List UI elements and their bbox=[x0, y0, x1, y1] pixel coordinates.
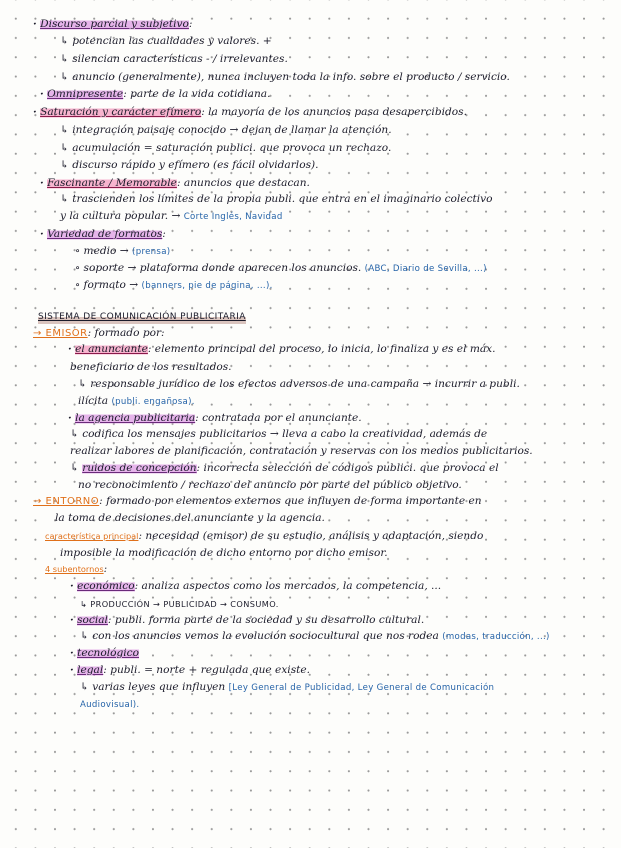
line-text: ∘ formato → bbox=[75, 279, 142, 291]
term-social: social bbox=[77, 614, 108, 626]
bullet-dot: · bbox=[40, 88, 44, 100]
note-line-soporte bbox=[75, 262, 487, 276]
line-rest: : publi. = norte + regulada que existe. bbox=[103, 664, 311, 676]
note-line-leyes bbox=[80, 681, 494, 695]
term-saturacion: Saturación y carácter efímero bbox=[40, 106, 202, 118]
blue-example: (ABC, Diario de Sevilla, ...) bbox=[364, 264, 487, 274]
note-line-medio bbox=[75, 245, 170, 259]
line-rest: : publi. forma parte de la sociedad y su desarrollo cultural. bbox=[107, 614, 425, 626]
blue-example: [Ley General de Publicidad, Ley General de Comunicación bbox=[228, 683, 495, 693]
note-line: ↳ discurso rápido y efímero (es fácil olvidarlos). bbox=[60, 159, 319, 171]
note-line-legal bbox=[70, 664, 310, 677]
term-omnipresente: Omnipresente bbox=[47, 88, 124, 100]
note-line: ↳ codifica los mensajes publicitarios → lleva a cabo la creatividad, además de bbox=[70, 428, 488, 440]
note-line-caracteristica bbox=[45, 530, 483, 543]
term-subentornos: 4 subentornos bbox=[45, 564, 104, 574]
note-line-discurso bbox=[33, 18, 193, 31]
blue-example: (modas, traducción, ...) bbox=[442, 632, 550, 642]
term-discurso: Discurso parcial y subjetivo bbox=[40, 18, 189, 30]
line-rest: : necesidad (emisor) de su estudio, análisis y adaptación, siendo bbox=[138, 530, 484, 542]
note-line-emisor bbox=[33, 327, 165, 340]
note-line-saturacion bbox=[33, 106, 467, 119]
bullet-dot: · bbox=[33, 106, 37, 118]
blue-example: (prensa) bbox=[132, 247, 171, 257]
bullet-dot: · bbox=[40, 177, 44, 189]
line-rest: : la mayoría de los anuncios pasa desapercibidos. bbox=[201, 106, 467, 118]
note-line: ↳ anuncio (generalmente), nunca incluyen toda la info. sobre el producto / servicio. bbox=[60, 71, 510, 83]
note-line: ↳ potencian las cualidades y valores. + bbox=[60, 35, 272, 47]
note-line-subentornos bbox=[45, 563, 107, 576]
line-rest: : bbox=[103, 563, 108, 575]
line-text: ∘ medio → bbox=[75, 245, 133, 257]
line-text: y la cultura popular. → bbox=[60, 210, 181, 222]
note-line-cadena: ↳ PRODUCCIÓN → PUBLICIDAD → CONSUMO. bbox=[80, 599, 279, 609]
term-variedad: Variedad de formatos bbox=[47, 228, 163, 240]
note-line-fascinante bbox=[40, 177, 310, 190]
note-line: beneficiario de los resultados. bbox=[70, 361, 232, 373]
note-line: realizar labores de planificación, contratación y reservas con los medios publicitarios. bbox=[70, 445, 533, 457]
bullet-dot: · bbox=[68, 412, 72, 424]
note-line: la toma de decisiones del anunciante y la agencia. bbox=[55, 512, 325, 524]
line-text: ∘ soporte → plataforma donde aparecen los anuncios. bbox=[75, 262, 362, 274]
line-text: ↳ con los anuncios vemos la evolución sociocultural que nos rodea bbox=[80, 630, 439, 642]
line-rest: : contratada por el anunciante. bbox=[195, 412, 362, 424]
note-line-variedad bbox=[40, 228, 166, 241]
bullet-dot: · bbox=[70, 614, 74, 626]
section-entorno: → ENTORNO bbox=[33, 496, 100, 507]
term-agencia: la agencia publicitaria bbox=[75, 412, 196, 424]
line-rest: : analiza aspectos como los mercados, la competencia, ... bbox=[134, 580, 442, 592]
note-line-tecnologico bbox=[70, 647, 139, 660]
note-line: ↳ acumulación = saturación publici. que provoca un rechazo. bbox=[60, 142, 392, 154]
line-rest: : anuncios que destacan. bbox=[176, 177, 310, 189]
term-ruidos: ruidos de concepción bbox=[82, 462, 197, 474]
term-tecnologico: tecnológico bbox=[77, 647, 139, 659]
term-caracteristica: característica principal bbox=[45, 531, 139, 541]
note-line-ilicita bbox=[78, 395, 195, 409]
note-line: ↳ silencian características - / irrelevantes. bbox=[60, 53, 288, 65]
note-line-agencia bbox=[68, 412, 362, 425]
note-line: no reconocimiento / rechazo del anuncio por parte del público objetivo. bbox=[78, 479, 462, 491]
term-anunciante: el anunciante bbox=[75, 343, 148, 355]
note-line-audiovisual bbox=[80, 698, 139, 712]
bullet-dot: · bbox=[33, 18, 37, 30]
line-rest: : parte de la vida cotidiana. bbox=[123, 88, 271, 100]
term-fascinante: Fascinante / Memorable bbox=[47, 177, 177, 189]
term-legal: legal bbox=[77, 664, 104, 676]
note-line: ↳ trascienden los límites de la propia publi. que entra en el imaginario colectivo bbox=[60, 193, 493, 205]
note-line: ↳ integración paisaje conocido → dejan de llamar la atención. bbox=[60, 124, 392, 136]
note-line: ↳ responsable jurídico de los efectos adversos de una campaña → incurrir a publi. bbox=[78, 378, 520, 390]
bullet-dot: · bbox=[70, 647, 74, 659]
section-emisor: → EMISOR bbox=[33, 328, 88, 339]
line-text: ↳ varias leyes que influyen bbox=[80, 681, 226, 693]
section-heading-sistema: SISTEMA DE COMUNICACIÓN PUBLICITARIA bbox=[38, 312, 246, 322]
note-line-anunciante bbox=[68, 343, 496, 356]
line-rest: : formado por elementos externos que influyen de forma importante en bbox=[99, 495, 482, 507]
line-rest: : incorrecta selección de códigos publici. que provoca el bbox=[196, 462, 499, 474]
line-rest: : elemento principal del proceso, lo inicia, lo finaliza y es el máx. bbox=[147, 343, 496, 355]
blue-example: Audiovisual). bbox=[80, 700, 140, 710]
note-line-ruidos bbox=[70, 462, 499, 475]
line-rest: : bbox=[162, 228, 166, 240]
blue-example: (publi. engañosa). bbox=[111, 397, 195, 407]
note-line-formato bbox=[75, 279, 273, 293]
note-line-entorno bbox=[33, 495, 482, 508]
note-line-anuncios bbox=[80, 630, 550, 644]
bullet-dot: · bbox=[70, 664, 74, 676]
bullet-dot: · bbox=[40, 228, 44, 240]
note-line-economico bbox=[70, 580, 441, 593]
bullet-dot: · bbox=[68, 343, 72, 355]
note-line-social bbox=[70, 614, 424, 627]
note-line-cultura bbox=[60, 210, 283, 224]
line-rest: : formado por: bbox=[87, 327, 165, 339]
blue-example: Corte Inglés, Navidad bbox=[183, 212, 283, 222]
line-text: ↳ bbox=[70, 462, 83, 474]
bullet-dot: · bbox=[70, 580, 74, 592]
line-rest: : bbox=[188, 18, 193, 30]
note-line: imposible la modificación de dicho entorno por dicho emisor. bbox=[60, 547, 388, 559]
line-text: ilícita bbox=[78, 395, 109, 407]
note-line-omnipresente bbox=[40, 88, 270, 101]
term-economico: económico bbox=[77, 580, 135, 592]
blue-example: (banners, pie de página, ...). bbox=[141, 281, 273, 291]
